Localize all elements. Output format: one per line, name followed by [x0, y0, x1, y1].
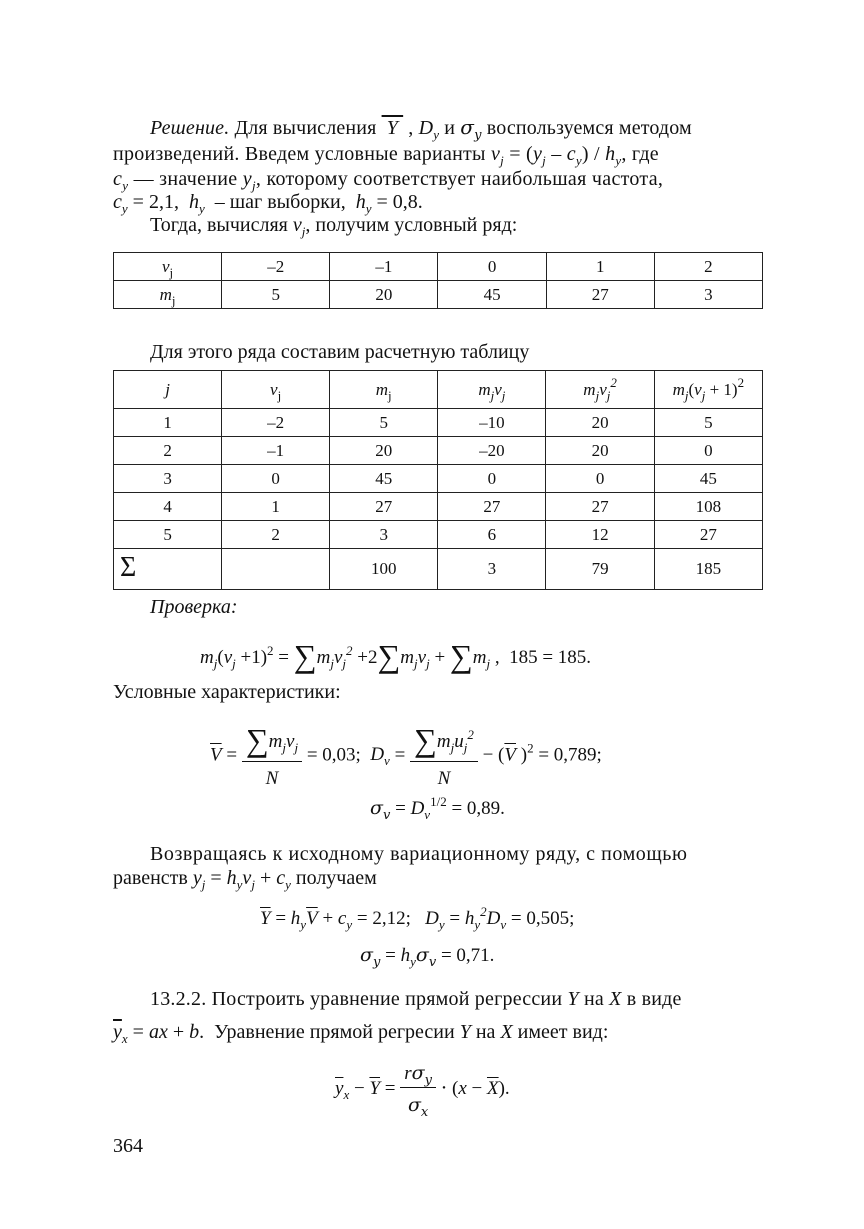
solution-line-2: произведений. Введем условные варианты $v_j = (y_j - c_y) / h_y$, где: [113, 143, 659, 168]
table-cell: 5: [222, 281, 330, 309]
table-row: [114, 437, 763, 465]
table-cell: 108: [654, 493, 762, 521]
table-cell: –1: [222, 437, 330, 465]
table-cell: 1: [222, 493, 330, 521]
table-cell: 20: [330, 437, 438, 465]
table-cell: 3: [438, 549, 546, 590]
table2-intro: Для этого ряда составим расчетную таблицу: [150, 341, 530, 363]
table-cell: 27: [438, 493, 546, 521]
table-sum-row: [114, 549, 763, 590]
mean-variance-equation: $\overline{V}$ = $\frac{\sum m_jv_j}{N}$ = 0,03; $D_v$ = $\frac{\sum m_ju_j^2}{N}$ − ($\overline{V}$ )$^2$ = 0,789;: [210, 722, 602, 789]
table-cell: 0: [438, 253, 546, 281]
table-cell: 3: [114, 465, 222, 493]
page-number: 364: [113, 1135, 143, 1157]
table-row: [114, 493, 763, 521]
table-cell: 27: [546, 281, 654, 309]
table-row: [114, 465, 763, 493]
table-cell: 1: [114, 409, 222, 437]
table-cell: 0: [546, 465, 654, 493]
table-cell: –20: [438, 437, 546, 465]
table-cell: 1: [546, 253, 654, 281]
table-cell: 27: [330, 493, 438, 521]
table-cell: 45: [330, 465, 438, 493]
conditional-characteristics-label: Условные характеристики:: [113, 681, 341, 703]
check-label: Проверка:: [150, 596, 238, 618]
table-cell: 12: [546, 521, 654, 549]
table-cell: 20: [546, 409, 654, 437]
solution-line-3: $c_y$ — значение $y_j$, которому соответствует наибольшая частота,: [113, 168, 664, 193]
table-cell: 20: [330, 281, 438, 309]
header-cell: $v_j$: [222, 371, 330, 409]
table-cell: –1: [330, 253, 438, 281]
table-cell: 5: [330, 409, 438, 437]
table-cell: 3: [654, 281, 762, 309]
table-row: [114, 409, 763, 437]
table-cell: 45: [438, 281, 546, 309]
table-cell: 3: [330, 521, 438, 549]
solution-line-5: Тогда, вычисляя $v_j$, получим условный ряд:: [150, 214, 518, 239]
header-cell: $m_jv_j$: [438, 371, 546, 409]
table-cell: 27: [546, 493, 654, 521]
sigma-y-equation: $\sigma_y = h_y\sigma_v = 0,71$.: [360, 944, 495, 970]
table-row: [114, 521, 763, 549]
return-line-2: равенств $y_j = h_yv_j + c_y$ получаем: [113, 867, 377, 892]
table-cell: 79: [546, 549, 654, 590]
header-cell: $m_jv_j^2$: [546, 371, 654, 409]
table-cell: $m_j$: [114, 281, 222, 309]
table-cell: 5: [654, 409, 762, 437]
table-cell: 4: [114, 493, 222, 521]
sigma-v-equation: $\sigma_v = D_v^{1/2} = 0,89$.: [370, 794, 505, 823]
table-row: [114, 253, 763, 281]
header-cell: j: [114, 371, 222, 409]
y-mean-variance-equation: $\overline{Y} = h_y\overline{V} + c_y = 2,12$; $D_y = h_y^2D_v = 0,505$;: [260, 904, 575, 932]
table-cell: [222, 549, 330, 590]
header-cell: $m_j$: [330, 371, 438, 409]
return-line-1: Возвращаясь к исходному вариационному ряду, с помощью: [150, 843, 688, 865]
table-row: [114, 281, 763, 309]
solution-line-4: $c_y = 2,1$, $h_y$ – шаг выборки, $h_y = 0,8$.: [113, 191, 423, 216]
calculation-table: [113, 370, 763, 590]
table-cell: 2: [654, 253, 762, 281]
regression-equation: $\overline{y}_x - \overline{Y}$ = $\frac{r\sigma_y}{\sigma_x}$ ⋅ $(x - \overline{X})$.: [335, 1062, 510, 1120]
table-header-row: [114, 371, 763, 409]
table-cell: $v_j$: [114, 253, 222, 281]
table-cell: 6: [438, 521, 546, 549]
task-13-2-2-line-2: $\overline{y}_x$ = ax + b. Уравнение прямой регресии Y на X имеет вид:: [113, 1021, 609, 1046]
table-cell: 185: [654, 549, 762, 590]
conditional-series-table: [113, 252, 763, 309]
table-cell: 20: [546, 437, 654, 465]
table-cell: 0: [654, 437, 762, 465]
table-cell: –2: [222, 253, 330, 281]
table-cell: 0: [438, 465, 546, 493]
table-cell: 0: [222, 465, 330, 493]
table-cell: 2: [114, 437, 222, 465]
table-cell: 27: [654, 521, 762, 549]
table-cell: 45: [654, 465, 762, 493]
table-cell: 5: [114, 521, 222, 549]
table-cell: 2: [222, 521, 330, 549]
task-13-2-2-line-1: 13.2.2. Построить уравнение прямой регрессии Y на X в виде: [150, 988, 682, 1010]
check-equation: $m_j(v_j +1)^2 = \sum m_jv_j^2 +2\sum m_jv_j + \sum m_j$ , 185 = 185.: [200, 638, 592, 674]
table-cell: 100: [330, 549, 438, 590]
solution-line-1: Решение. Для вычисления Y , $D_y$ и $\sigma_y$ воспользуемся методом: [150, 115, 692, 143]
sum-symbol-cell: Σ: [114, 549, 222, 590]
table-cell: –2: [222, 409, 330, 437]
table-cell: –10: [438, 409, 546, 437]
header-cell: $m_j(v_j + 1)^2$: [654, 371, 762, 409]
